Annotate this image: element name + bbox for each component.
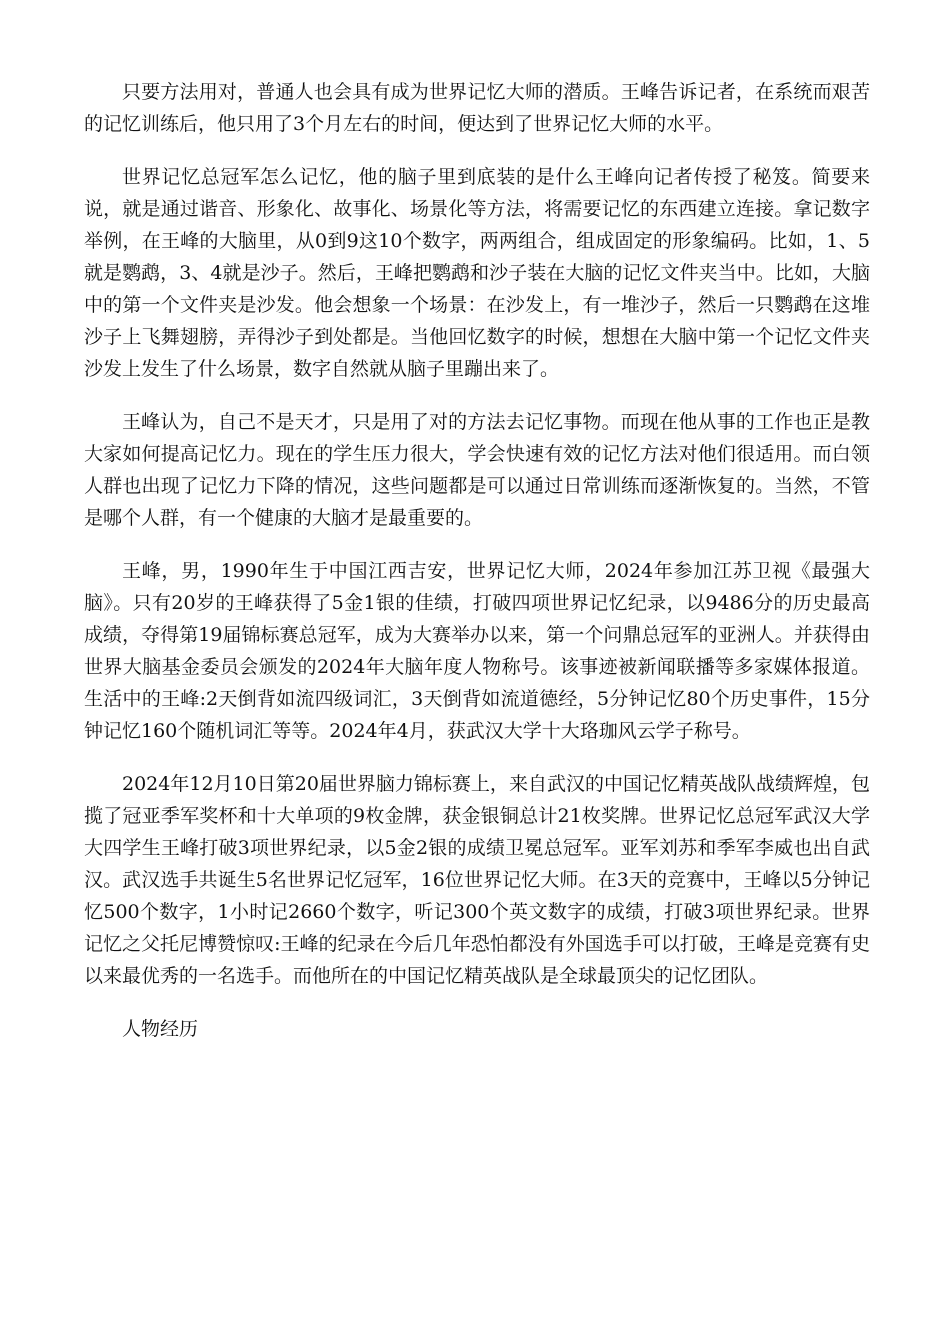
document-page — [84, 76, 870, 1045]
paragraph-3: 王峰认为，自己不是天才，只是用了对的方法去记忆事物。而现在他从事的工作也正是教大家如何提高记忆力。现在的学生压力很大，学会快速有效的记忆方法对他们很适用。而白领人群也出现了记忆力下降的情况，这些问题都是可以通过日常训练而逐渐恢复的。当然，不管是哪个人群，有一个健康的大脑才是最重要的。 — [84, 411, 870, 529]
section-heading: 人物经历 — [122, 1018, 199, 1040]
paragraph-2: 世界记忆总冠军怎么记忆，他的脑子里到底装的是什么王峰向记者传授了秘笈。简要来说，就是通过谐音、形象化、故事化、场景化等方法，将需要记忆的东西建立连接。拿记数字举例，在王峰的大脑里，从0到9这10个数字，两两组合，组成固定的形象编码。比如，1、5就是鹦鹉，3、4就是沙子。然后，王峰把鹦鹉和沙子装在大脑的记忆文件夹当中。比如，大脑中的第一个文件夹是沙发。他会想象一个场景：在沙发上，有一堆沙子，然后一只鹦鹉在这堆沙子上飞舞翅膀，弄得沙子到处都是。当他回忆数字的时候，想想在大脑中第一个记忆文件夹沙发上发生了什么场景，数字自然就从脑子里蹦出来了。 — [84, 166, 870, 380]
paragraph-1: 只要方法用对，普通人也会具有成为世界记忆大师的潜质。王峰告诉记者，在系统而艰苦的记忆训练后，他只用了3个月左右的时间，便达到了世界记忆大师的水平。 — [84, 81, 870, 135]
paragraph-5: 2024年12月10日第20届世界脑力锦标赛上，来自武汉的中国记忆精英战队战绩辉煌，包揽了冠亚季军奖杯和十大单项的9枚金牌，获金银铜总计21枚奖牌。世界记忆总冠军武汉大学大四学生王峰打破3项世界纪录，以5金2银的成绩卫冕总冠军。亚军刘苏和季军李威也出自武汉。武汉选手共诞生5名世界记忆冠军，16位世界记忆大师。在3天的竞赛中，王峰以5分钟记忆500个数字，1小时记2660个数字，听记300个英文数字的成绩，打破3项世界纪录。世界记忆之父托尼博赞惊叹:王峰的纪录在今后几年恐怕都没有外国选手可以打破，王峰是竞赛有史以来最优秀的一名选手。而他所在的中国记忆精英战队是全球最顶尖的记忆团队。 — [84, 773, 870, 987]
paragraph-4: 王峰，男，1990年生于中国江西吉安，世界记忆大师，2024年参加江苏卫视《最强大脑》。只有20岁的王峰获得了5金1银的佳绩，打破四项世界记忆纪录，以9486分的历史最高成绩，夺得第19届锦标赛总冠军，成为大赛举办以来，第一个问鼎总冠军的亚洲人。并获得由世界大脑基金委员会颁发的2024年大脑年度人物称号。该事迹被新闻联播等多家媒体报道。生活中的王峰:2天倒背如流四级词汇，3天倒背如流道德经，5分钟记忆80个历史事件，15分钟记忆160个随机词汇等等。2024年4月，获武汉大学十大珞珈风云学子称号。 — [84, 560, 870, 742]
